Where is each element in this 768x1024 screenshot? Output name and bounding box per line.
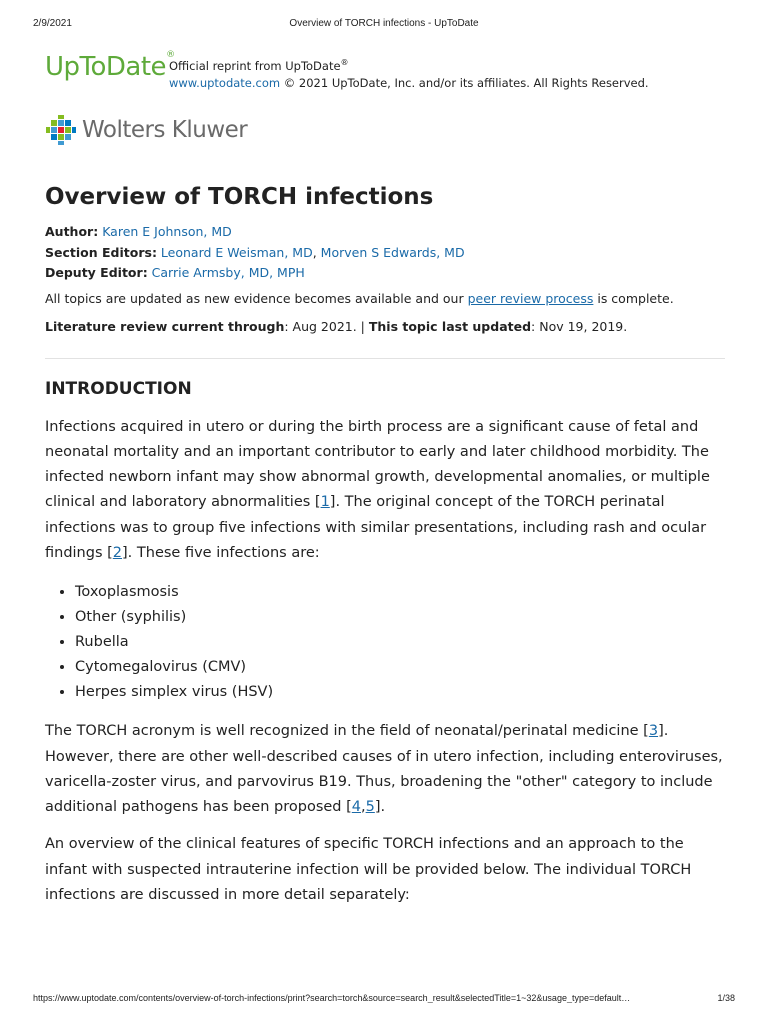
brand-reg-mark: ®	[166, 50, 175, 60]
update-note-text: is complete.	[593, 290, 674, 306]
section-editors-label: Section Editors	[45, 244, 152, 260]
intro-paragraph	[45, 415, 725, 567]
brand-name: UpToDate	[45, 52, 167, 82]
reprint-notice	[169, 54, 649, 92]
publisher-name: Wolters Kluwer	[82, 117, 248, 143]
page-number: 1/38	[717, 993, 735, 1003]
deputy-editor-link[interactable]: Carrie Armsby, MD, MPH	[151, 265, 305, 280]
last-updated-label: This topic last updated	[368, 318, 532, 334]
author-label: Author	[45, 224, 94, 239]
article-content	[45, 180, 725, 908]
section-editors-line: Section Editors: Leonard E Weisman, MD, Morven S Edwards, MD	[45, 244, 465, 260]
deputy-editor-line: Deputy Editor: Carrie Armsby, MD, MPH	[45, 265, 305, 280]
list-item: • Other (syphilis)	[75, 605, 725, 630]
section-divider	[45, 358, 725, 359]
paragraph-text: ,	[361, 799, 366, 816]
lit-review-label: Literature review current through	[45, 318, 285, 334]
reference-link[interactable]: 1	[320, 494, 330, 511]
wolters-kluwer-logo	[45, 113, 247, 147]
uptodate-link[interactable]: www.uptodate.com	[169, 75, 281, 90]
paragraph-text: Infections acquired in utero or during the birth process are a significant cause of fetal and neonatal mortality and an important contributor to early and later childhood morbidity. The infected newborn infant may show abnormal growth, developmental anomalies, or multiple clinical and laboratory abnormalities [	[45, 418, 710, 511]
uptodate-logo[interactable]	[45, 52, 175, 82]
paragraph-text: ]. The original concept of the TORCH perinatal infections was to group five infections with similar presentations, including rash and ocular findings [	[45, 494, 707, 561]
wolters-kluwer-icon	[45, 114, 77, 146]
paragraph-text: ]. However, there are other well-described causes of in utero infection, including enteroviruses, varicella-zoster virus, and parvovirus B19. Thus, broadening the "other" category to include additional pathogens has been proposed [	[45, 723, 723, 816]
acronym-paragraph	[45, 719, 725, 820]
last-updated-value: : Nov 19, 2019.	[531, 318, 628, 334]
reference-link[interactable]: 4	[351, 799, 361, 816]
lit-review-value: : Aug 2021. |	[284, 318, 369, 334]
reprint-reg-mark: ®	[340, 58, 349, 67]
overview-paragraph: An overview of the clinical features of specific TORCH infections and an approach to the infant with suspected intrauterine infection will be provided below. The individual TORCH infections are discussed in more detail separately:	[45, 836, 692, 904]
peer-review-link[interactable]: peer review process	[467, 290, 594, 306]
article-title: Overview of TORCH infections	[45, 184, 434, 210]
deputy-editor-label: Deputy Editor	[45, 265, 143, 280]
reference-link[interactable]: 3	[648, 723, 659, 740]
author-line: Author: Karen E Johnson, MD	[45, 224, 232, 239]
section-editor-link[interactable]: Leonard E Weisman, MD	[160, 244, 313, 260]
list-item: • Toxoplasmosis	[75, 580, 725, 605]
article-credits	[45, 222, 725, 284]
reference-link[interactable]: 2	[112, 544, 123, 561]
print-date: 2/9/2021	[33, 18, 72, 29]
paragraph-text: The TORCH acronym is well recognized in the field of neonatal/perinatal medicine [	[45, 723, 649, 740]
author-link[interactable]: Karen E Johnson, MD	[102, 224, 232, 239]
list-item: • Herpes simplex virus (HSV)	[75, 680, 725, 705]
copyright-text: © 2021 UpToDate, Inc. and/or its affiliates. All Rights Reserved.	[280, 75, 649, 90]
paragraph-text: ]. These five infections are:	[122, 544, 320, 561]
print-title: Overview of TORCH infections - UpToDate	[289, 18, 479, 29]
section-editor-link[interactable]: Morven S Edwards, MD	[320, 244, 465, 260]
reference-link[interactable]: 5	[365, 799, 375, 816]
reprint-line: Official reprint from UpToDate	[169, 58, 341, 73]
review-dates	[45, 317, 725, 337]
torch-list	[45, 580, 725, 705]
paragraph-text: ].	[374, 799, 386, 816]
print-footer	[33, 993, 735, 1007]
section-heading: INTRODUCTION	[45, 378, 192, 399]
print-url: https://www.uptodate.com/contents/overview-of-torch-infections/print?search=torch&source=search_result&selectedTitle=1~32&usage_type=default…	[33, 993, 631, 1003]
update-note	[45, 289, 725, 309]
print-header	[33, 18, 735, 32]
list-item: • Rubella	[75, 630, 725, 655]
list-item: • Cytomegalovirus (CMV)	[75, 655, 725, 680]
update-note-text: All topics are updated as new evidence becomes available and our	[45, 290, 468, 306]
